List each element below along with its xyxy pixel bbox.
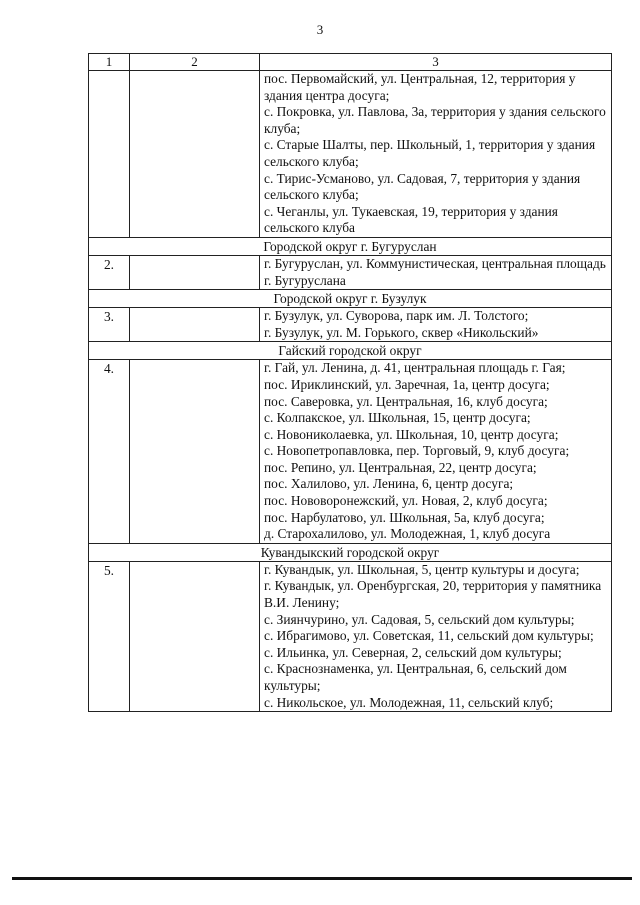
table-header-row (89, 54, 612, 71)
row-addresses (260, 561, 612, 711)
address-line: с. Никольское, ул. Молодежная, 11, сельский клуб; (264, 694, 554, 710)
address-line: с. Новониколаевка, ул. Школьная, 10, центр досуга; (264, 426, 559, 442)
address-line: пос. Репино, ул. Центральная, 22, центр досуга; (264, 459, 537, 475)
address-line: пос. Ириклинский, ул. Заречная, 1а, центр досуга; (264, 376, 550, 392)
table-row (89, 360, 612, 544)
row-addresses (260, 308, 612, 342)
address-line: с. Новопетропавловка, пер. Торговый, 9, клуб досуга; (264, 443, 570, 459)
address-line: с. Старые Шалты, пер. Школьный, 1, территория у здания сельского клуба; (264, 137, 596, 169)
row-number: 2. (89, 255, 130, 289)
address-line: с. Ильинка, ул. Северная, 2, сельский дом культуры; (264, 644, 562, 660)
section-title: Городской округ г. Бугуруслан (89, 237, 612, 255)
table-row (89, 561, 612, 711)
section-heading-row (89, 237, 612, 255)
footer-rule (12, 877, 632, 880)
row-number: 3. (89, 308, 130, 342)
address-line: с. Чеганлы, ул. Тукаевская, 19, территория у здания сельского клуба (264, 203, 558, 236)
column-header-3: 3 (260, 54, 612, 71)
section-heading-row (89, 543, 612, 561)
address-line: пос. Саверовка, ул. Центральная, 16, клуб досуга; (264, 393, 548, 409)
address-line: с. Колпакское, ул. Школьная, 15, центр досуга; (264, 410, 531, 426)
address-line: с. Ибрагимово, ул. Советская, 11, сельский дом культуры; (264, 628, 594, 644)
address-line: д. Старохалилово, ул. Молодежная, 1, клуб досуга (264, 526, 551, 542)
section-title: Гайский городской округ (89, 342, 612, 360)
section-title: Кувандыкский городской округ (89, 543, 612, 561)
address-line: г. Бузулук, ул. Суворова, парк им. Л. Толстого; (264, 308, 529, 324)
row-number: 4. (89, 360, 130, 544)
row-municipality (130, 255, 260, 289)
address-line: пос. Нарбулатово, ул. Школьная, 5а, клуб досуга; (264, 509, 545, 525)
column-header-1: 1 (89, 54, 130, 71)
locations-table (88, 53, 612, 712)
address-line: г. Бузулук, ул. М. Горького, сквер «Никольский» (264, 324, 539, 340)
table-body (89, 71, 612, 712)
address-line: с. Зиянчурино, ул. Садовая, 5, сельский дом культуры; (264, 611, 575, 627)
section-title: Городской округ г. Бузулук (89, 290, 612, 308)
section-heading-row (89, 290, 612, 308)
row-addresses (260, 255, 612, 289)
row-municipality (130, 360, 260, 544)
address-line: г. Кувандык, ул. Оренбургская, 20, территория у памятника В.И. Ленину; (264, 578, 602, 611)
row-number (89, 71, 130, 238)
address-line: г. Кувандык, ул. Школьная, 5, центр культуры и досуга; (264, 561, 580, 577)
row-addresses (260, 360, 612, 544)
row-municipality (130, 561, 260, 711)
row-number: 5. (89, 561, 130, 711)
address-line: пос. Халилово, ул. Ленина, 6, центр досуга; (264, 476, 514, 492)
address-line: г. Бугуруслан, ул. Коммунистическая, центральная площадь г. Бугуруслана (264, 255, 606, 288)
column-header-2: 2 (130, 54, 260, 71)
address-line: с. Краснознаменка, ул. Центральная, 6, сельский дом культуры; (264, 661, 567, 693)
page-number: 3 (316, 22, 324, 37)
address-line: пос. Первомайский, ул. Центральная, 12, территория у здания центра досуга; (264, 71, 576, 103)
address-line: г. Гай, ул. Ленина, д. 41, центральная площадь г. Гая; (264, 360, 566, 376)
row-municipality (130, 71, 260, 238)
table-row (89, 255, 612, 289)
address-line: с. Покровка, ул. Павлова, 3а, территория у здания сельского клуба; (264, 104, 606, 136)
row-addresses (260, 71, 612, 238)
section-heading-row (89, 342, 612, 360)
table-row (89, 71, 612, 238)
address-line: с. Тирис-Усманово, ул. Садовая, 7, территория у здания сельского клуба; (264, 170, 581, 203)
row-municipality (130, 308, 260, 342)
address-line: пос. Нововоронежский, ул. Новая, 2, клуб досуга; (264, 493, 548, 509)
table-row (89, 308, 612, 342)
